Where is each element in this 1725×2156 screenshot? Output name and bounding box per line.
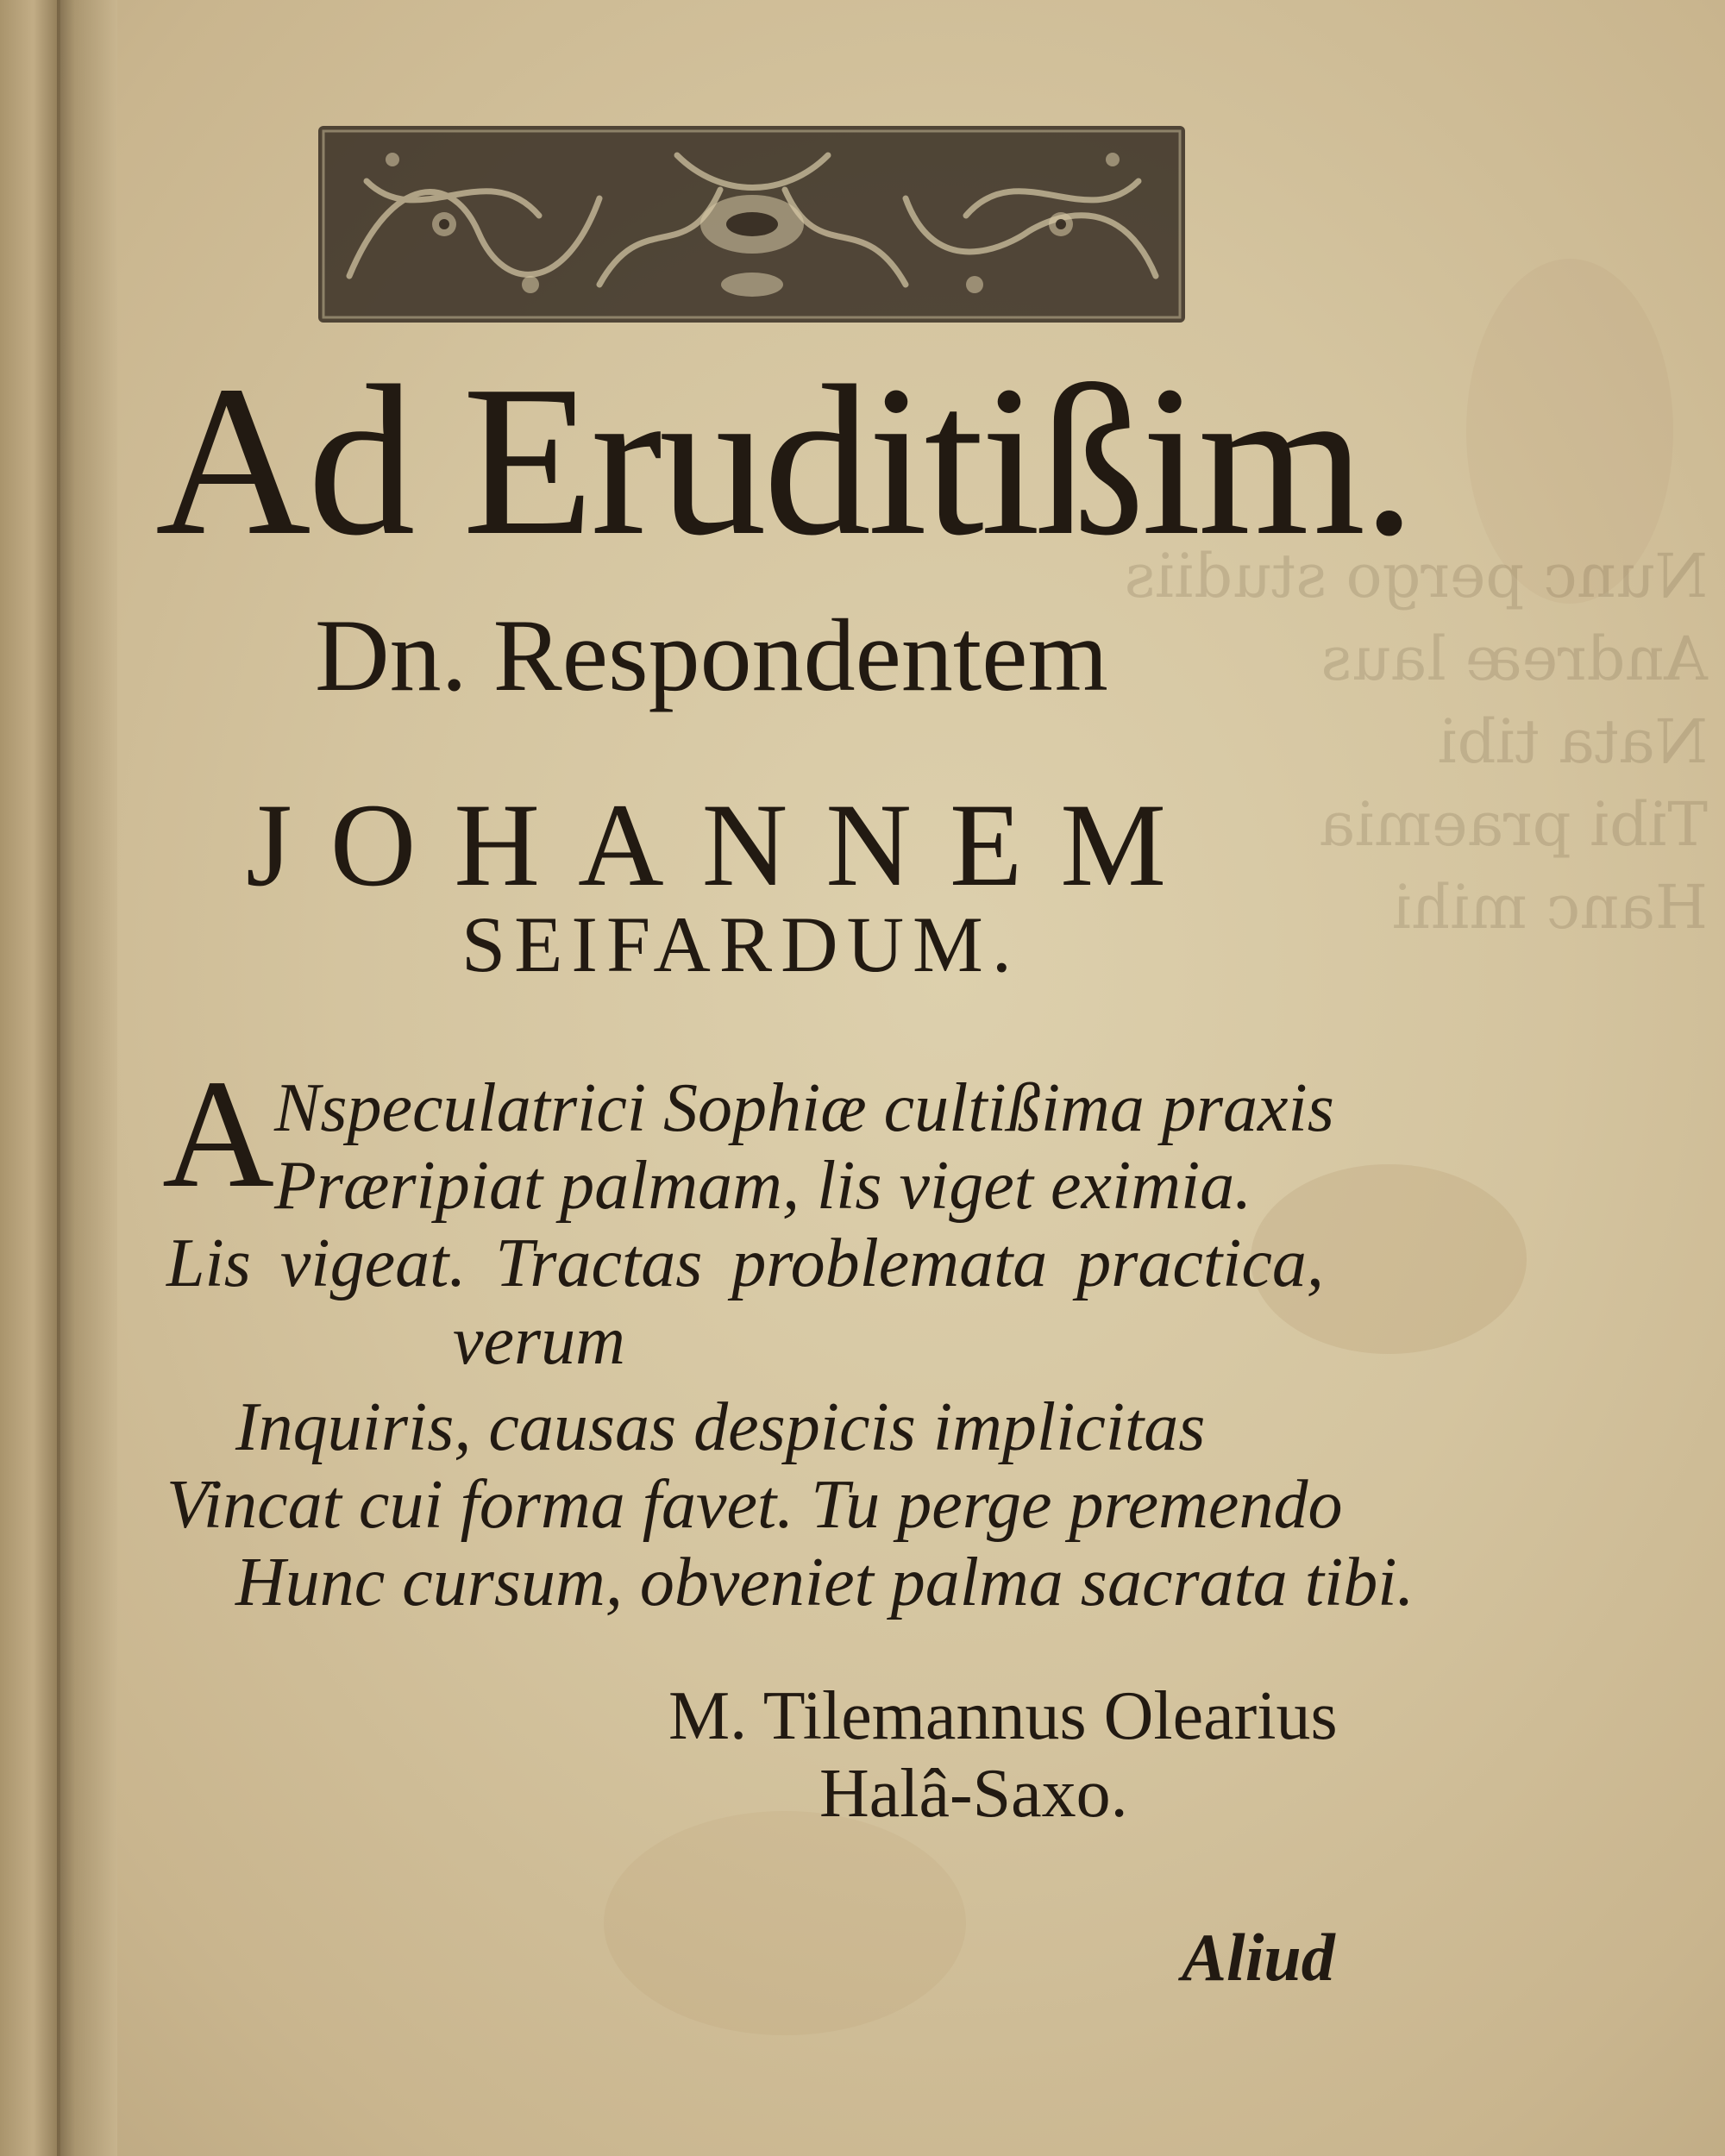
heading-first-name: JOHANNEM bbox=[246, 779, 1204, 911]
paper-stain bbox=[604, 1811, 966, 2035]
heading-dedication: Ad Eruditißim. bbox=[155, 342, 1413, 580]
heading-recipient-title: Dn. Respondentem bbox=[315, 598, 1108, 712]
verse-line: Hunc cursum, obveniet palma sacrata tibi. bbox=[235, 1545, 1414, 1620]
drop-cap: A bbox=[162, 1048, 274, 1219]
catchword: Aliud bbox=[1182, 1920, 1335, 1995]
verse-line: verum bbox=[453, 1303, 625, 1379]
book-gutter bbox=[57, 0, 117, 2156]
verse-line: Vincat cui forma favet. Tu perge premendo bbox=[166, 1467, 1343, 1543]
verse-line: Inquiris, causas despicis implicitas bbox=[235, 1389, 1206, 1465]
woodcut-headpiece bbox=[315, 121, 1190, 328]
author-origin: Halâ-Saxo. bbox=[819, 1756, 1128, 1832]
author-name: M. Tilemannus Olearius bbox=[668, 1678, 1338, 1754]
facing-page-edge bbox=[0, 0, 60, 2156]
verse-line: Nspeculatrici Sophiæ cultißima praxis bbox=[274, 1070, 1334, 1146]
show-through-text: Nunc pergo studiis Andreæ laus Nata tibi Tibi praemia Hanc mihi bbox=[1124, 541, 1708, 943]
heading-surname: SEIFARDUM. bbox=[461, 900, 1020, 988]
verse-line: Lis vigeat. Tractas problemata practica, bbox=[166, 1225, 1324, 1301]
verse-line: Præripiat palmam, lis viget eximia. bbox=[274, 1148, 1252, 1224]
